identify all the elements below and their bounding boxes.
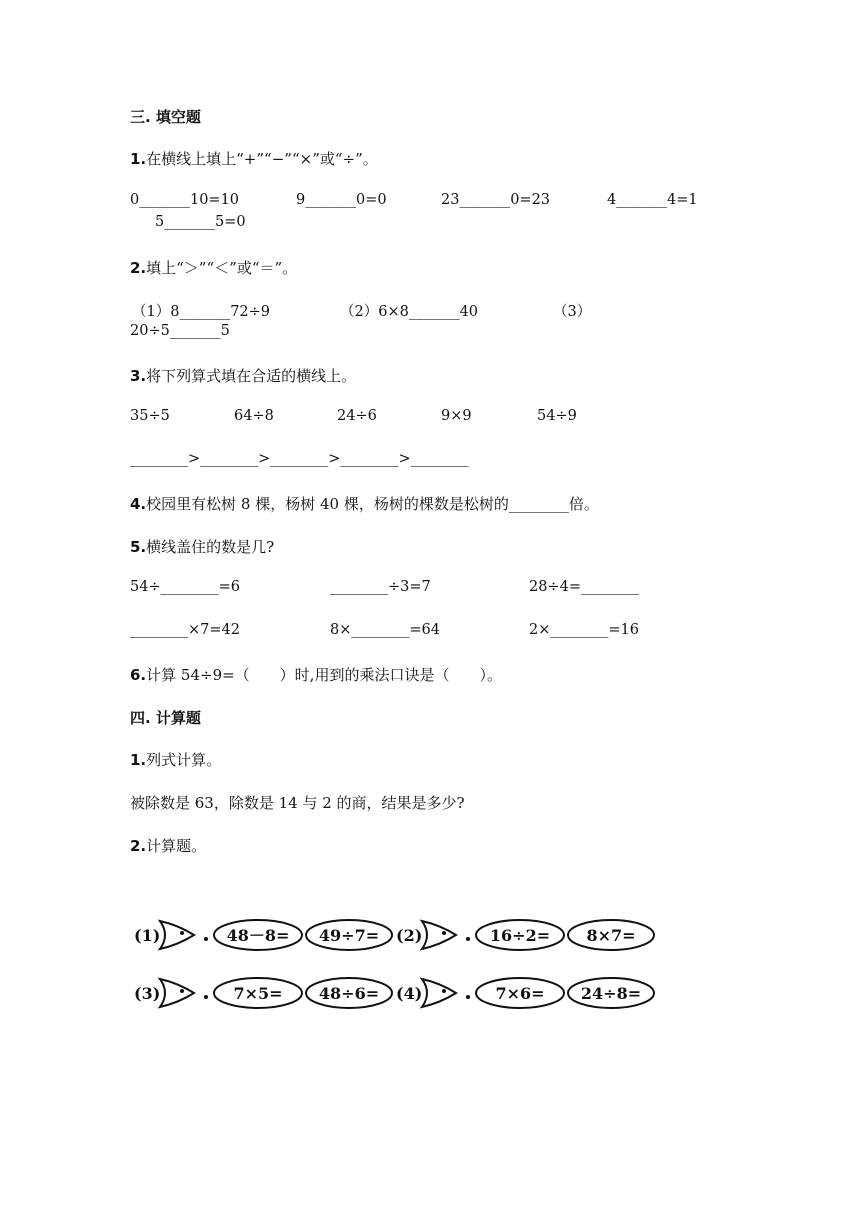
question-number: 2. bbox=[130, 259, 147, 277]
question-text: 校园里有松树 8 棵，杨树 40 棵，杨树的棵数是松树的________倍。 bbox=[146, 495, 599, 513]
question-number: 3. bbox=[130, 367, 147, 385]
question-number: 4. bbox=[130, 495, 147, 513]
q1-item-5: 5_______5=0 bbox=[155, 214, 246, 230]
q3-expression-4: 9×9 bbox=[441, 408, 472, 424]
question-number: 2. bbox=[130, 837, 147, 855]
question-number: 1. bbox=[130, 751, 147, 769]
q5-item-4: ________×7=42 bbox=[130, 622, 240, 638]
fish-group bbox=[396, 920, 654, 950]
q1-item-1: 0_______10=10 bbox=[130, 192, 240, 208]
fish-exercise-image bbox=[130, 905, 660, 1020]
fish-eye-icon bbox=[180, 989, 184, 993]
q2-item-3: （3） bbox=[553, 304, 592, 320]
question-number: 6. bbox=[130, 666, 147, 684]
q1-item-4: 4_______4=1 bbox=[607, 192, 698, 208]
question-6 bbox=[130, 664, 502, 685]
question-4 bbox=[130, 493, 599, 514]
fish-exercise-svg bbox=[130, 905, 660, 1020]
q3-expression-5: 54÷9 bbox=[537, 408, 577, 424]
question-number: 1. bbox=[130, 150, 147, 168]
q3-expression-2: 64÷8 bbox=[234, 408, 274, 424]
q5-item-6: 2×________=16 bbox=[529, 622, 639, 638]
fish-group bbox=[134, 978, 392, 1008]
fish-eye-icon bbox=[442, 989, 446, 993]
question-5 bbox=[130, 536, 274, 557]
fish-icon bbox=[160, 921, 194, 949]
fish-eye-icon bbox=[442, 931, 446, 935]
q3-expression-1: 35÷5 bbox=[130, 408, 170, 424]
calc-question-1-detail: 被除数是 63，除数是 14 与 2 的商，结果是多少? bbox=[130, 794, 465, 812]
question-2 bbox=[130, 257, 297, 278]
q1-item-2: 9_______0=0 bbox=[296, 192, 387, 208]
q5-item-5: 8×________=64 bbox=[330, 622, 440, 638]
question-text: 计算题。 bbox=[146, 837, 207, 855]
question-text: 列式计算。 bbox=[146, 751, 222, 769]
calc-question-2 bbox=[130, 835, 206, 856]
fish-icon bbox=[422, 979, 456, 1007]
q2-item-2: （2）6×8_______40 bbox=[340, 304, 479, 320]
q1-item-3: 23_______0=23 bbox=[441, 192, 551, 208]
oval-expression: 49÷7= bbox=[318, 926, 380, 945]
fish-group bbox=[134, 920, 392, 950]
question-text: 填上“＞”“＜”或“＝”。 bbox=[146, 259, 298, 277]
fish-icon bbox=[422, 921, 456, 949]
question-text: 在横线上填上“+”“−”“×”或“÷”。 bbox=[146, 150, 378, 168]
q5-item-1: 54÷________=6 bbox=[130, 579, 240, 595]
oval-expression: 48÷6= bbox=[318, 984, 380, 1003]
q2-item-3-continued: 20÷5_______5 bbox=[130, 323, 230, 339]
fish-icon bbox=[160, 979, 194, 1007]
question-text: 计算 54÷9=（ ）时,用到的乘法口诀是（ ）。 bbox=[146, 666, 502, 684]
dot-icon bbox=[204, 995, 208, 999]
calc-question-1 bbox=[130, 749, 221, 770]
question-number: 5. bbox=[130, 538, 147, 556]
dot-icon bbox=[466, 995, 470, 999]
q2-item-1: （1）8_______72÷9 bbox=[132, 304, 271, 320]
section-4-title: 四. 计算题 bbox=[130, 709, 201, 727]
oval-expression: 7×5= bbox=[233, 984, 283, 1003]
dot-icon bbox=[466, 937, 470, 941]
q5-item-3: 28÷4=________ bbox=[529, 579, 639, 595]
fish-group-label: (1) bbox=[134, 926, 161, 945]
q3-expression-3: 24÷6 bbox=[337, 408, 377, 424]
oval-expression: 24÷8= bbox=[580, 984, 642, 1003]
fish-group-label: (4) bbox=[396, 984, 423, 1003]
question-1 bbox=[130, 148, 378, 169]
fish-group-label: (3) bbox=[134, 984, 161, 1003]
question-text: 横线盖住的数是几? bbox=[146, 538, 275, 556]
fish-group bbox=[396, 978, 654, 1008]
section-3-title: 三. 填空题 bbox=[130, 108, 201, 126]
q3-ordering-chain: ________>________>________>________>________ bbox=[130, 451, 469, 467]
fish-group-label: (2) bbox=[396, 926, 423, 945]
oval-expression: 8×7= bbox=[586, 926, 636, 945]
dot-icon bbox=[204, 937, 208, 941]
question-3 bbox=[130, 365, 356, 386]
oval-expression: 48－8= bbox=[226, 926, 290, 945]
q5-item-2: ________÷3=7 bbox=[330, 579, 431, 595]
fish-eye-icon bbox=[180, 931, 184, 935]
question-text: 将下列算式填在合适的横线上。 bbox=[146, 367, 357, 385]
oval-expression: 7×6= bbox=[495, 984, 545, 1003]
oval-expression: 16÷2= bbox=[489, 926, 551, 945]
